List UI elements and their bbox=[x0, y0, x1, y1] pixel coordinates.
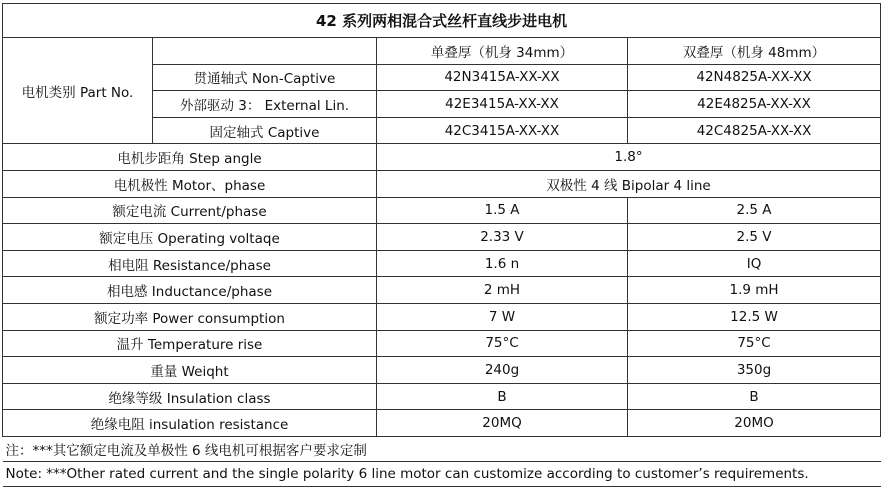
row-label: 额定电压 Operating voltaqe bbox=[3, 224, 377, 251]
cell-double: 12.5 W bbox=[628, 303, 881, 330]
table-row bbox=[3, 303, 881, 330]
cell-single: 2 mH bbox=[377, 277, 628, 304]
cell-single: 20MQ bbox=[377, 410, 628, 437]
row-label: 重量 Weiqht bbox=[3, 357, 377, 384]
cell-single: 42C3415A-XX-XX bbox=[377, 117, 628, 144]
table-row bbox=[3, 250, 881, 277]
row-label: 外部驱动 3： External Lin. bbox=[153, 91, 377, 118]
cell-double: 2.5 A bbox=[628, 197, 881, 224]
cell-double: IQ bbox=[628, 250, 881, 277]
table-row bbox=[3, 357, 881, 384]
table-row bbox=[3, 224, 881, 251]
note-en: Note: ***Other rated current and the single polarity 6 line motor can customize according to customer’s requirements. bbox=[3, 461, 881, 486]
row-label: 电机极性 Motor、phase bbox=[3, 170, 377, 197]
header-row bbox=[3, 38, 881, 65]
table-row bbox=[3, 170, 881, 197]
table-row bbox=[3, 144, 881, 171]
cell-merged: 1.8° bbox=[377, 144, 881, 171]
cell-merged: 双极性 4 线 Bipolar 4 line bbox=[377, 170, 881, 197]
note-row bbox=[3, 461, 881, 486]
row-label: 相电感 Inductance/phase bbox=[3, 277, 377, 304]
table-row bbox=[3, 197, 881, 224]
row-label: 额定功率 Power consumption bbox=[3, 303, 377, 330]
cell-double: 2.5 V bbox=[628, 224, 881, 251]
cell-single: 2.33 V bbox=[377, 224, 628, 251]
cell-double: 1.9 mH bbox=[628, 277, 881, 304]
cell-double: 42N4825A-XX-XX bbox=[628, 64, 881, 91]
row-label: 额定电流 Current/phase bbox=[3, 197, 377, 224]
cell-single: 75°C bbox=[377, 330, 628, 357]
cell-double: 42C4825A-XX-XX bbox=[628, 117, 881, 144]
cell-double: 20MO bbox=[628, 410, 881, 437]
cell-double: 75°C bbox=[628, 330, 881, 357]
cell-single: 7 W bbox=[377, 303, 628, 330]
row-label: 绝缘等级 Insulation class bbox=[3, 383, 377, 410]
table-row bbox=[3, 277, 881, 304]
row-label: 绝缘电阻 insulation resistance bbox=[3, 410, 377, 437]
row-label: 相电阻 Resistance/phase bbox=[3, 250, 377, 277]
table-row bbox=[3, 383, 881, 410]
part-no-label: 电机类别 Part No. bbox=[3, 38, 153, 144]
spec-sheet bbox=[2, 3, 880, 487]
cell-single: 240g bbox=[377, 357, 628, 384]
header-single-stack: 单叠厚（机身 34mm） bbox=[377, 38, 628, 65]
cell-single: 42E3415A-XX-XX bbox=[377, 91, 628, 118]
table-title: 42 系列两相混合式丝杆直线步进电机 bbox=[3, 4, 881, 38]
row-label: 贯通轴式 Non-Captive bbox=[153, 64, 377, 91]
cell-single: B bbox=[377, 383, 628, 410]
cell-double: B bbox=[628, 383, 881, 410]
row-label: 温升 Temperature rise bbox=[3, 330, 377, 357]
cell-double: 350g bbox=[628, 357, 881, 384]
cell-single: 42N3415A-XX-XX bbox=[377, 64, 628, 91]
table-row bbox=[3, 330, 881, 357]
row-label: 电机步距角 Step angle bbox=[3, 144, 377, 171]
note-cn: 注：***其它额定电流及单极性 6 线电机可根据客户要求定制 bbox=[3, 436, 881, 461]
header-double-stack: 双叠厚（机身 48mm） bbox=[628, 38, 881, 65]
table-row bbox=[3, 410, 881, 437]
title-row bbox=[3, 4, 881, 38]
spec-table bbox=[2, 3, 881, 487]
note-row bbox=[3, 436, 881, 461]
cell-single: 1.5 A bbox=[377, 197, 628, 224]
cell-single: 1.6 n bbox=[377, 250, 628, 277]
header-blank-cell bbox=[153, 38, 377, 65]
cell-double: 42E4825A-XX-XX bbox=[628, 91, 881, 118]
row-label: 固定轴式 Captive bbox=[153, 117, 377, 144]
